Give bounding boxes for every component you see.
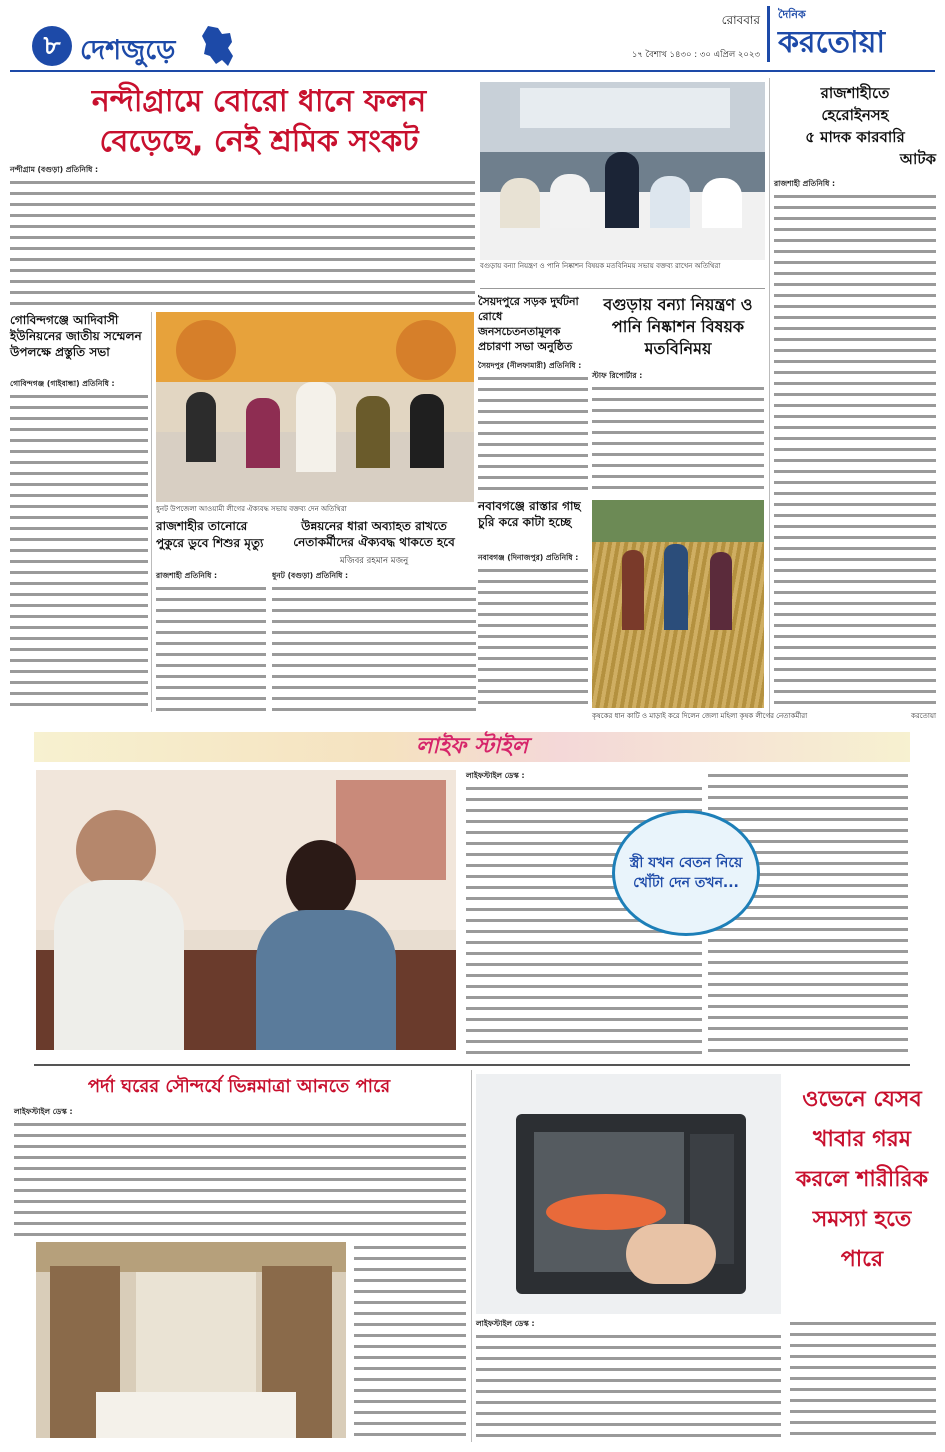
heroin-byline: রাজশাহী প্রতিনিধি : <box>774 179 836 188</box>
heroin-article-body <box>774 178 936 710</box>
masthead-divider <box>767 6 770 62</box>
saidpur-headline: সৈয়দপুরে সড়ক দুর্ঘটনা রোধে জনসচেতনতামূলক প্রচারণা সভা অনুষ্ঠিত <box>478 295 579 353</box>
heroin-headline-line2: হেরোইনসহ <box>821 106 889 124</box>
issue-date: ১৭ বৈশাখ ১৪৩০ : ৩০ এপ্রিল ২০২৩ <box>631 50 760 60</box>
microwave-photo <box>476 1074 781 1314</box>
heroin-headline-line4: আটক <box>899 150 936 168</box>
masthead <box>0 0 945 70</box>
salary-title-callout <box>612 810 760 936</box>
issue-day: রোববার <box>721 13 760 27</box>
lifestyle-banner-title: লাইফ স্টাইল <box>415 734 529 759</box>
unity-byline: ধুনট (বগুড়া) প্রতিনিধি : <box>272 571 349 580</box>
nawabganj-article-body <box>478 552 588 712</box>
oven-byline: লাইফস্টাইল ডেস্ক : <box>476 1319 535 1328</box>
flood-meeting-photo <box>480 82 765 260</box>
dhunot-meeting-photo <box>156 312 474 502</box>
lead-article-body <box>10 164 475 308</box>
gobindaganj-byline: গোবিন্দগঞ্জ (গাইবান্ধা) প্রতিনিধি : <box>10 379 115 388</box>
oven-headline: ওভেনে যেসব খাবার গরম করলে শারীরিক সমস্যা হতে পারে <box>796 1087 928 1272</box>
nawabganj-byline: নবাবগঞ্জ (দিনাজপুর) প্রতিনিধি : <box>478 553 579 562</box>
gobindaganj-headline: গোবিন্দগঞ্জে আদিবাসী ইউনিয়নের জাতীয় সম্মেলন উপলক্ষে প্রস্তুতি সভা <box>10 313 142 359</box>
heroin-headline <box>774 82 936 170</box>
page-number: ৮ <box>43 31 61 61</box>
paper-name-small: দৈনিক <box>778 8 806 21</box>
oven-article-body-2 <box>790 1318 936 1442</box>
curtain-article-body <box>14 1106 466 1236</box>
lead-text-lines <box>10 177 475 305</box>
harvest-caption-text: কৃষকের ধান কাটি ও মাড়াই করে দিলেন জেলা মহিলা কৃষক লীগের নেতাকর্মীরা <box>592 712 808 720</box>
flood-byline: স্টাফ রিপোর্টার : <box>592 371 643 380</box>
curtain-byline: লাইফস্টাইল ডেস্ক : <box>14 1107 73 1116</box>
saidpur-article-body <box>478 360 588 494</box>
flood-headline: বগুড়ায় বন্যা নিয়ন্ত্রণ ও পানি নিষ্কাশন বিষয়ক মতবিনিময় <box>603 295 753 358</box>
gobindaganj-article-body <box>10 378 148 712</box>
salary-byline: লাইফস্টাইল ডেস্ক : <box>466 771 525 780</box>
rajshahi-child-article-body <box>156 570 266 712</box>
rajshahi-child-headline: রাজশাহীর তানোরে পুকুরে ডুবে শিশুর মৃত্যু <box>156 519 264 550</box>
harvest-photo-credit: করতোয়া <box>911 712 936 720</box>
rajshahi-child-byline: রাজশাহী প্রতিনিধি : <box>156 571 218 580</box>
saidpur-byline: সৈয়দপুর (নীলফামারী) প্রতিনিধি : <box>478 361 582 370</box>
heroin-headline-line3: ৫ মাদক কারবারি <box>805 128 905 146</box>
curtain-room-photo <box>36 1242 346 1438</box>
nawabganj-headline: নবাবগঞ্জে রাস্তার গাছ চুরি করে কাটা হচ্ছে <box>478 499 581 529</box>
meeting-photo-caption: ধুনট উপজেলা আওয়ামী লীগের ঐক্যবদ্ধ সভায় বক্তব্য দেন অতিথিরা <box>156 505 347 513</box>
couple-photo <box>36 770 456 1050</box>
curtain-article-body-2 <box>354 1242 466 1438</box>
curtain-headline: পর্দা ঘরের সৌন্দর্যে ভিন্নমাত্রা আনতে পারে <box>87 1076 391 1097</box>
salary-title: স্ত্রী যখন বেতন নিয়ে খোঁটা দেন তখন... <box>629 855 743 891</box>
section-title: দেশজুড়ে <box>80 35 176 66</box>
flood-photo-caption: বগুড়ায় বন্যা নিয়ন্ত্রণ ও পানি নিষ্কাশন বিষয়ক মতবিনিময় সভায় বক্তব্য রাখেন অতিথিরা <box>480 262 721 270</box>
lifestyle-banner <box>34 732 910 762</box>
unity-headline: উন্নয়নের ধারা অব্যাহত রাখতে নেতাকর্মীদের ঐক্যবদ্ধ থাকতে হবে <box>293 519 455 549</box>
flood-article-body <box>592 370 764 496</box>
oven-article-body <box>476 1318 781 1442</box>
unity-subhead: মজিবর রহমান মজনু <box>339 556 409 566</box>
heroin-headline-line1: রাজশাহীতে <box>820 84 890 102</box>
unity-article-body <box>272 570 476 712</box>
lead-headline: নন্দীগ্রামে বোরো ধানে ফলন বেড়েছে, নেই শ্রমিক সংকট <box>91 84 427 159</box>
page-number-badge <box>32 26 72 66</box>
harvest-photo-caption <box>592 712 936 721</box>
bangladesh-map-icon <box>200 24 236 68</box>
paper-name: করতোয়া <box>778 25 886 60</box>
harvest-photo <box>592 500 764 708</box>
lead-byline: নন্দীগ্রাম (বগুড়া) প্রতিনিধি : <box>10 165 99 174</box>
masthead-rule <box>10 70 935 72</box>
